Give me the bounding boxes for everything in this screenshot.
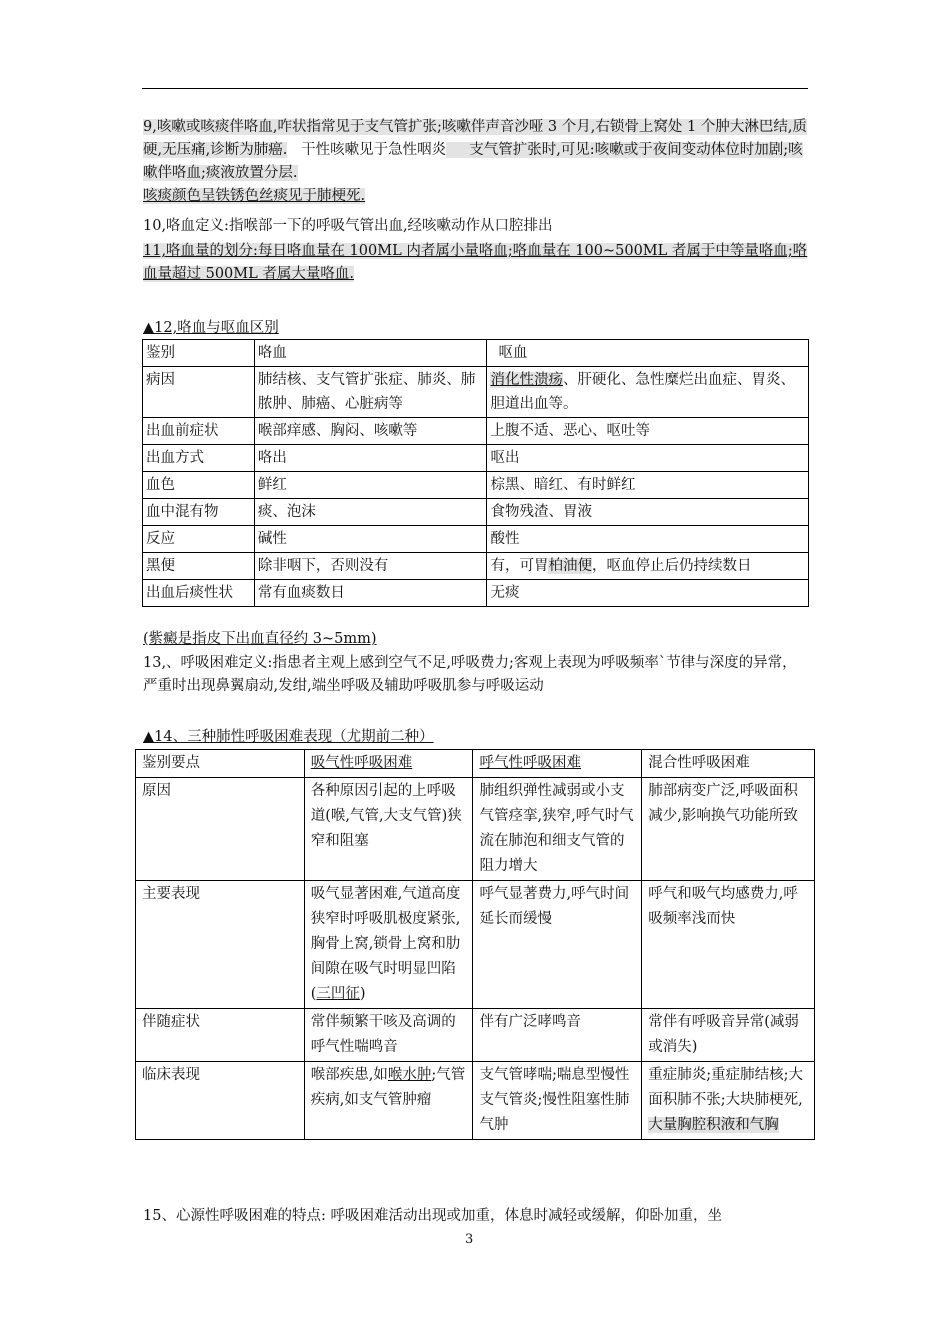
t12-term-tarry-stool: 柏油便 xyxy=(548,558,592,574)
t14-cell: 主要表现 xyxy=(136,881,305,1009)
t12-cell: 病因 xyxy=(143,367,255,418)
t14-head-2: 呼气性呼吸困难 xyxy=(473,750,642,778)
t14-cell: 常伴频繁干咳及高调的呼气性喘鸣音 xyxy=(304,1009,473,1062)
t14-cell: 常伴有呼吸音异常(减弱或消失) xyxy=(642,1009,815,1062)
table-14-title: ▲14、三种肺性呼吸困难表现（尤期前二种） xyxy=(143,729,434,745)
note-purpura xyxy=(143,628,811,651)
t12-cell: 常有血痰数日 xyxy=(254,580,487,607)
table-row xyxy=(143,472,809,499)
t12-cell: 食物残渣、胃液 xyxy=(487,499,809,526)
p9-text-a: 9,咳嗽或咳痰伴咯血,咋状指常见于支气管扩张;咳嗽伴声音沙哑 3 个月,右锁骨上窝处 1 个肿大淋巴结,质硬,无压痛,诊断为肺癌. xyxy=(143,119,807,158)
table-14 xyxy=(135,749,815,1140)
t14-cell: 肺部病变广泛,呼吸面积减少,影响换气功能所致 xyxy=(642,778,815,881)
t14-cell: 喉部疾患,如喉水肿;气管疾病,如支气管肿瘤 xyxy=(304,1062,473,1140)
table-row xyxy=(143,499,809,526)
t14-cell: 呼气和吸气均感费力,呼吸频率浅而快 xyxy=(642,881,815,1009)
table-row xyxy=(136,1009,815,1062)
t12-cell: 咯出 xyxy=(254,445,487,472)
paragraph-13: 13,、呼吸困难定义:指患者主观上感到空气不足,呼吸费力;客观上表现为呼吸频率`节律与深度的异常，严重时出现鼻翼扇动,发绀,端坐呼吸及辅助呼吸肌参与呼吸运动 xyxy=(143,655,797,694)
t12-cell: 上腹不适、恶心、呕吐等 xyxy=(487,418,809,445)
t14-cell: 肺组织弹性减弱或小支气管痉挛,狭窄,呼气时气流在肺泡和细支气管的阻力增大 xyxy=(473,778,642,881)
t14-term-three-depressions: 三凹征 xyxy=(316,986,360,1002)
t12-cell: 呕出 xyxy=(487,445,809,472)
table-row xyxy=(143,445,809,472)
t12-cell: 无痰 xyxy=(487,580,809,607)
t14-cell: 支气管哮喘;喘息型慢性支气管炎;慢性阻塞性肺气肿 xyxy=(473,1062,642,1140)
t12-cell: 鲜红 xyxy=(254,472,487,499)
table-row xyxy=(136,778,815,881)
t12-cell: 出血方式 xyxy=(143,445,255,472)
t12-cell: 出血后痰性状 xyxy=(143,580,255,607)
table-row xyxy=(143,553,809,580)
t14-cell: 各种原因引起的上呼吸道(喉,气管,大支气管)狭窄和阻塞 xyxy=(304,778,473,881)
t12-head-0: 鉴别 xyxy=(143,340,255,367)
t12-cell: 棕黑、暗红、有时鲜红 xyxy=(487,472,809,499)
p9-text-b: 干性咳嗽见于急性咽炎 xyxy=(287,142,447,158)
t12-cell: 碱性 xyxy=(254,526,487,553)
t12-cell: 有，可胃柏油便，呕血停止后仍持续数日 xyxy=(487,553,809,580)
t12-head-1: 咯血 xyxy=(254,340,487,367)
table-12-title: ▲12,咯血与呕血区别 xyxy=(143,320,279,336)
table-row xyxy=(143,340,809,367)
t12-cell: 反应 xyxy=(143,526,255,553)
t14-head-3: 混合性呼吸困难 xyxy=(642,750,815,778)
header-rule xyxy=(142,88,808,89)
t12-cell: 黑便 xyxy=(143,553,255,580)
paragraph-11 xyxy=(143,240,811,286)
table-row xyxy=(143,526,809,553)
t14-cell: 吸气显著困难,气道高度狭窄时呼吸肌极度紧张,胸骨上窝,锁骨上窝和肋间隙在吸气时明显凹陷(三凹征) xyxy=(304,881,473,1009)
t14-head-0: 鉴别要点 xyxy=(136,750,305,778)
t12-cell: 除非咽下，否则没有 xyxy=(254,553,487,580)
page-number: 3 xyxy=(465,1232,474,1247)
p9-text-c: 支气管扩张时,可见:咳嗽或于夜间变动体位时加剧;咳嗽伴咯血;痰液放置分层. xyxy=(143,142,803,181)
table-row xyxy=(143,580,809,607)
paragraph-10: 10,咯血定义:指喉部一下的呼吸气管出血,经咳嗽动作从口腔排出 xyxy=(143,218,553,234)
t12-cell: 血中混有物 xyxy=(143,499,255,526)
t14-cell: 伴有广泛哮鸣音 xyxy=(473,1009,642,1062)
t14-cell: 临床表现 xyxy=(136,1062,305,1140)
table-12 xyxy=(142,339,809,607)
t12-cell: 血色 xyxy=(143,472,255,499)
t12-head-2: 呕血 xyxy=(487,340,809,367)
t12-cell: 酸性 xyxy=(487,526,809,553)
paragraph-9 xyxy=(143,116,811,208)
t14-head-1: 吸气性呼吸困难 xyxy=(304,750,473,778)
t14-term-laryngeal-edema: 喉水肿 xyxy=(387,1067,432,1083)
note-text: (紫癜是指皮下出血直径约 3~5mm) xyxy=(143,631,377,647)
table-row xyxy=(136,881,815,1009)
t14-cell: 原因 xyxy=(136,778,305,881)
t12-cell: 肺结核、支气管扩张症、肺炎、肺脓肿、肺癌、心脏病等 xyxy=(254,367,487,418)
t12-term-peptic-ulcer: 消化性溃疡 xyxy=(490,372,563,388)
table-row xyxy=(143,367,809,418)
table-row xyxy=(136,1062,815,1140)
t14-term-pleural-effusion: 大量胸腔积液和气胸 xyxy=(648,1117,779,1133)
paragraph-15: 15、心源性呼吸困难的特点: 呼吸困难活动出现或加重，体息时减轻或缓解，仰卧加重，坐 xyxy=(143,1208,722,1224)
t14-cell: 重症肺炎;重症肺结核;大面积肺不张;大块肺梗死,大量胸腔积液和气胸 xyxy=(642,1062,815,1140)
t12-cell: 出血前症状 xyxy=(143,418,255,445)
t12-cell: 痰、泡沫 xyxy=(254,499,487,526)
t14-cell: 伴随症状 xyxy=(136,1009,305,1062)
t12-cell: 消化性溃疡、肝硬化、急性糜烂出血症、胃炎、胆道出血等。 xyxy=(487,367,809,418)
t14-cell: 呼气显著费力,呼气时间延长而缓慢 xyxy=(473,881,642,1009)
t12-cell: 喉部痒感、胸闷、咳嗽等 xyxy=(254,418,487,445)
table-row xyxy=(136,750,815,778)
table-row xyxy=(143,418,809,445)
p11-text: 11,咯血量的划分:每日咯血量在 100ML 内者属小量咯血;咯血量在 100~500ML 者属于中等量咯血;咯血量超过 500ML 者属大量咯血. xyxy=(143,243,808,282)
p9-text-d: 咳痰颜色呈铁锈色丝痰见于肺梗死. xyxy=(143,188,366,204)
